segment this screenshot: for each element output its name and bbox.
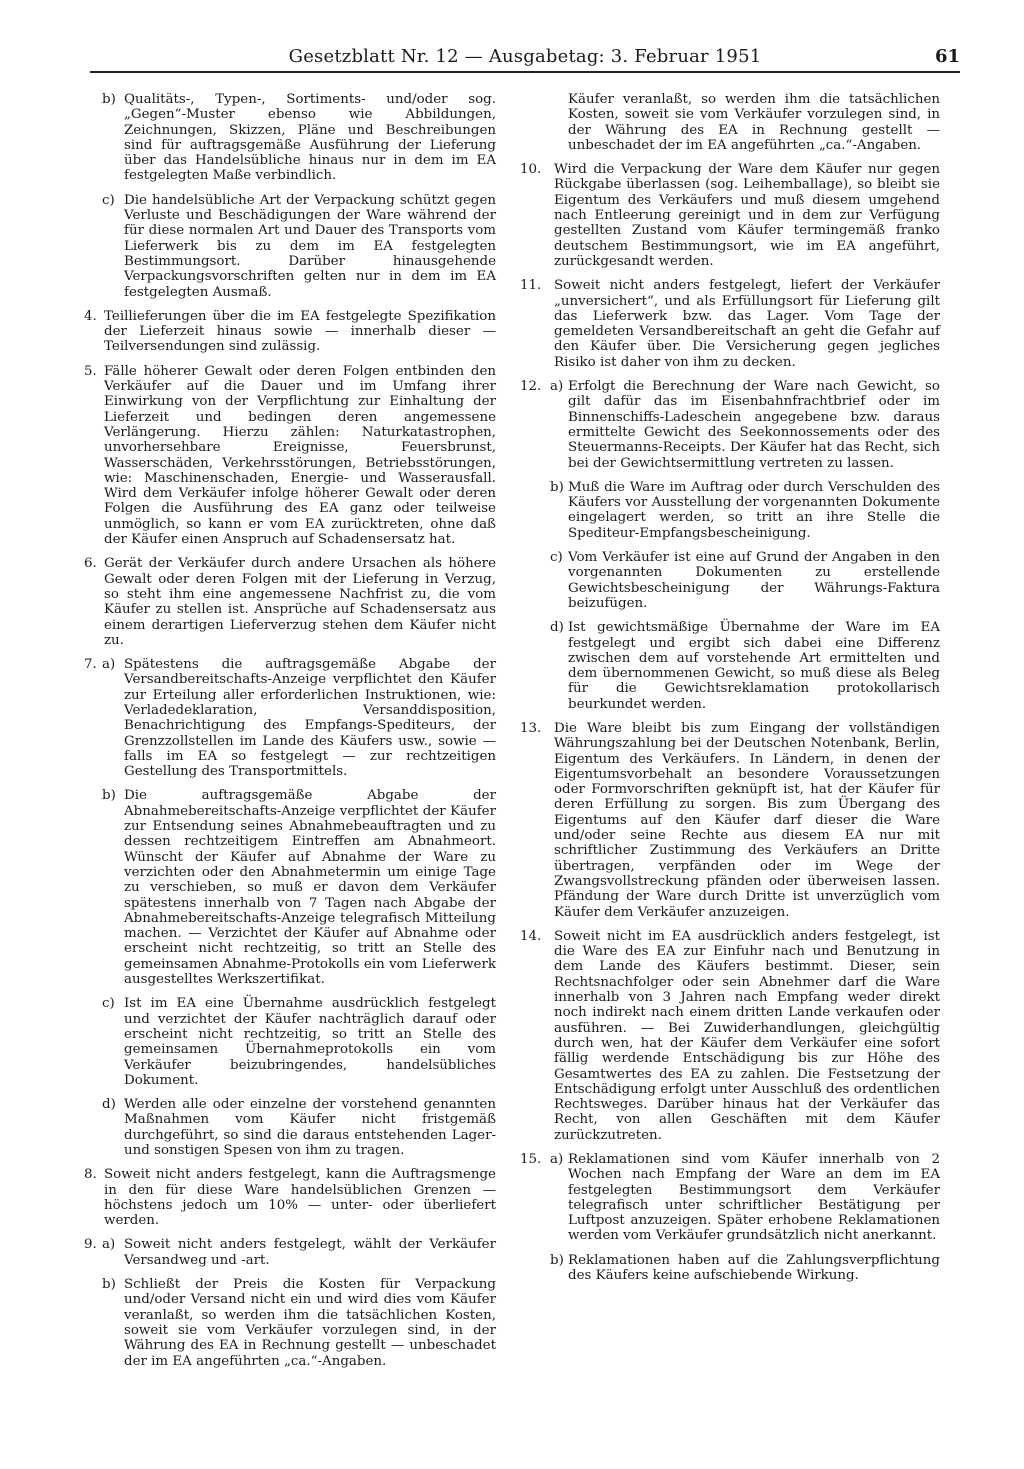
section-7c [84,996,496,1088]
item-text: Ist im EA eine Übernahme ausdrücklich festgelegt und verzichtet der Käufer nachträglich darauf oder erscheint nicht rechtzeitig, so tritt an Stelle des gemeinsamen Übernahmeprotokolls ein vom Verkäufer beizubringendes, handelsübliches Dokument. [124,996,496,1088]
page-number: 61 [934,46,960,67]
item-text: Vom Verkäufer ist eine auf Grund der Angaben in den vorgenannten Dokumenten zu erstellende Gewichtsbescheinigung der Währungs-Faktura beizufügen. [568,550,940,611]
item-text: Muß die Ware im Auftrag oder durch Verschulden des Käufers vor Ausstellung der vorgenannten Dokumente eingelagert werden, so tritt an ihre Stelle die Spediteur-Empfangsbescheinigung. [568,479,940,541]
section-7b [84,788,496,987]
section-15a [520,1152,940,1244]
item-label: b) [102,92,116,107]
item-label: 5. [84,363,97,379]
item-label: c) [102,192,115,208]
item-label: 7. [84,657,97,673]
subitem-label: d) [550,620,564,636]
item-label: 4. [84,308,97,324]
section-6 [84,556,496,648]
item-text: Qualitäts-, Typen-, Sortiments- und/oder sog. „Gegen“-Muster ebenso wie Abbildungen, Zeichnungen, Skizzen, Pläne und Beschreibungen sind für auftragsgemäße Ausführung der Lieferung über das Handelsübliche hinaus nur in dem im EA festgelegten Maße verbindlich. [124,92,496,184]
subitem-label: b) [550,1252,564,1268]
header-rule [90,71,960,73]
item-text: Soweit nicht anders festgelegt, kann die Auftragsmenge in den für diese Ware handelsüblichen Grenzen — höchstens jedoch um 10% — unter- oder überliefert werden. [104,1167,496,1229]
section-14 [520,929,940,1143]
item-text: Soweit nicht anders festgelegt, wählt der Verkäufer Versandweg und -art. [124,1237,496,1268]
right-column [520,92,940,1292]
header-title: Gesetzblatt Nr. 12 — Ausgabetag: 3. Februar 1951 [288,46,762,67]
item-text: Spätestens die auftragsgemäße Abgabe der Versandbereitschafts-Anzeige verpflichtet den Käufer zur Erteilung aller erforderlichen Instruktionen, wie: Verladedeklaration, Versanddisposition, Benachrichtigung des Empfangs-Spediteurs, der Grenzzollstellen im Lande des Käufers usw., sowie — falls im EA so festgelegt — zur rechtzeitigen Gestellung des Transportmittels. [124,657,496,780]
item-label: 10. [520,162,542,178]
subitem-label: b) [102,788,116,804]
section-9b [84,1277,496,1369]
item-text: Käufer veranlaßt, so werden ihm die tatsächlichen Kosten, soweit sie vom Verkäufer vorzulegen sind, in der Währung des EA in Rechnung gestellt — unbeschadet der im EA angeführten „ca.“-Angaben. [568,92,940,153]
section-12a [520,379,940,471]
item-label: 15. [520,1152,542,1167]
item-text: Soweit nicht im EA ausdrücklich anders festgelegt, ist die Ware des EA zur Einfuhr nach und Benutzung in dem Lande des Käufers bestimmt. Dieser, sein Rechtsnachfolger oder sein Abnehmer darf die Ware innerhalb von 3 Jahren nach Empfang weder direkt noch indirekt nach einem dritten Lande verkaufen oder ausführen. — Bei Zuwiderhandlungen, gleichgültig durch wen, hat der Käufer dem Verkäufer eine sofort fällig werdende Entschädigung bis zur Höhe des Gesamtwertes des EA zu zahlen. Die Festsetzung der Entschädigung erfolgt unter Ausschluß des ordentlichen Rechtsweges. Darüber hinaus hat der Verkäufer das Recht, von allen Geschäften mit dem Käufer zurückzutreten. [554,928,940,1143]
section-3c [84,193,496,300]
section-12b [520,480,940,541]
item-label: 9. [84,1237,97,1253]
item-text: Teillieferungen über die im EA festgelegte Spezifikation der Lieferzeit hinaus sowie — innerhalb dieser — Teilversendungen sind zulässig. [104,308,496,355]
subitem-label: a) [102,657,116,673]
section-4 [84,309,496,355]
item-text: Fälle höherer Gewalt oder deren Folgen entbinden den Verkäufer auf die Dauer und im Umfang ihrer Einwirkung von der Verpflichtung zur Einhaltung der Lieferzeit und bedingen deren angemessene Verlängerung. Hierzu zählen: Naturkatastrophen, unvorhersehbare Ereignisse, Feuersbrunst, Wasserschäden, Verkehrsstörungen, Betriebsstörungen, wie: Maschinenschaden, Energie- und Wasserausfall. Wird dem Verkäufer infolge höherer Gewalt oder deren Folgen die Ausführung des EA ganz oder teilweise unmöglich, so kann er vom EA zurücktreten, ohne daß der Käufer einen Anspruch auf Schadensersatz hat. [104,363,496,548]
item-label: 13. [520,720,542,736]
item-text: Die auftragsgemäße Abgabe der Abnahmebereitschafts-Anzeige verpflichtet der Käufer zur Entsendung seines Abnahmebeauftragten und zu dessen rechtzeitigem Eintreffen am Abnahmeort. Wünscht der Käufer auf Abnahme der Ware zu verzichten oder den Abnahmetermin um einige Tage zu verschieben, so muß er davon dem Verkäufer spätestens innerhalb von 7 Tagen nach Abgabe der Abnahmebereitschafts-Anzeige telegrafisch Mitteilung machen. — Verzichtet der Käufer auf Abnahme oder erscheint nicht rechtzeitig, so tritt an Stelle des gemeinsamen Abnahme-Protokolls ein vom Lieferwerk ausgestelltes Werkszertifikat. [124,788,496,988]
left-column [84,92,496,1378]
item-text: Ist gewichtsmäßige Übernahme der Ware im EA festgelegt und ergibt sich dabei eine Differenz zwischen dem auf vorstehende Art ermittelten und dem übernommenen Gewicht, so muß diese als Beleg für die Gewichtsreklamation protokollarisch beurkundet werden. [568,620,940,712]
item-text: Wird die Verpackung der Ware dem Käufer nur gegen Rückgabe überlassen (sog. Leihemballage), so bleibt sie Eigentum des Verkäufers und muß diesem umgehend nach Entleerung gereinigt und in dem zur Verfügung gestellten Zustand vom Käufer termingemäß franko deutschem Bestimmungsort, wie im EA angeführt, zurückgesandt werden. [554,162,940,269]
section-12d [520,620,940,712]
item-label: 11. [520,278,542,294]
item-text: Reklamationen haben auf die Zahlungsverpflichtung des Käufers keine aufschiebende Wirkung. [568,1252,940,1284]
subitem-label: d) [102,1097,116,1113]
section-8 [84,1167,496,1228]
subitem-label: a) [550,1152,564,1167]
item-label: 14. [520,928,542,944]
item-text: Die handelsübliche Art der Verpackung schützt gegen Verluste und Beschädigungen der Ware während der für diese normalen Art und Dauer des Transports vom Lieferwerk bis zu dem im EA festgelegten Bestimmungsort. Darüber hinausgehende Verpackungsvorschriften gelten nur in dem im EA festgelegten Ausmaß. [124,192,496,300]
section-9a [84,1237,496,1268]
item-text: Gerät der Verkäufer durch andere Ursachen als höhere Gewalt oder deren Folgen mit der Lieferung in Verzug, so steht ihm eine angemessene Nachfrist zu, die vom Käufer zu stellen ist. Ansprüche auf Schadensersatz aus einem derartigen Lieferverzug stehen dem Käufer nicht zu. [104,556,496,648]
item-text: Schließt der Preis die Kosten für Verpackung und/oder Versand nicht ein und wird dies vom Käufer veranlaßt, so werden ihm die tatsächlichen Kosten, soweit sie vom Verkäufer vorzulegen sind, in der Währung des EA in Rechnung gestellt — unbeschadet der im EA angeführten „ca.“-Angaben. [124,1277,496,1369]
section-15b [520,1253,940,1284]
section-11 [520,278,940,370]
item-label: 12. [520,379,542,395]
item-label: 8. [84,1167,97,1183]
section-13 [520,721,940,920]
subitem-label: b) [550,479,564,495]
page-header [90,46,960,72]
subitem-label: a) [550,379,564,395]
section-9b-continued [520,92,940,153]
subitem-label: c) [102,996,115,1012]
section-12c [520,550,940,611]
section-5 [84,364,496,548]
section-7a [84,657,496,779]
item-label: 6. [84,556,97,572]
item-text: Werden alle oder einzelne der vorstehend genannten Maßnahmen vom Käufer nicht fristgemäß durchgeführt, so sind die daraus entstehenden Lager- und sonstigen Spesen von ihm zu tragen. [124,1097,496,1158]
item-text: Erfolgt die Berechnung der Ware nach Gewicht, so gilt dafür das im Eisenbahnfrachtbrief oder im Binnenschiffs-Ladeschein angegebene bzw. daraus ermittelte Gewicht des Seekonnossements oder des Steuermanns-Receipts. Der Käufer hat das Recht, sich bei der Gewichtsermittlung vertreten zu lassen. [568,379,940,471]
item-text: Soweit nicht anders festgelegt, liefert der Verkäufer „unversichert“, und als Erfüllungsort für Lieferung gilt das Lieferwerk bzw. das Lager. Vom Tage der gemeldeten Versandbereitschaft an geht die Gefahr auf den Käufer über. Die Versicherung gegen jegliches Risiko ist daher von ihm zu decken. [554,278,940,370]
section-10 [520,162,940,269]
subitem-label: b) [102,1277,116,1293]
item-text: Reklamationen sind vom Käufer innerhalb von 2 Wochen nach Empfang der Ware an dem im EA festgelegten Bestimmungsort dem Verkäufer telegrafisch unter schriftlicher Bestätigung per Luftpost anzuzeigen. Später erhobene Reklamationen werden vom Verkäufer grundsätzlich nicht anerkannt. [568,1152,940,1244]
subitem-label: a) [102,1237,116,1253]
section-3b [84,92,496,184]
item-text: Die Ware bleibt bis zum Eingang der vollständigen Währungszahlung bei der Deutschen Notenbank, Berlin, Eigentum des Verkäufers. In Ländern, in denen der Eigentumsvorbehalt an besondere Voraussetzungen oder Formvorschriften geknüpft ist, hat der Käufer für deren Erfüllung zu sorgen. Bis zum Übergang des Eigentums auf den Käufer darf dieser die Ware und/oder seine Rechte aus diesem EA nur mit schriftlicher Zustimmung des Verkäufers an Dritte übertragen, verpfänden oder im Wege der Zwangsvollstreckung pfänden oder überweisen lassen. Pfändung der Ware durch Dritte ist unverzüglich vom Käufer dem Verkäufer anzuzeigen. [554,720,940,920]
section-7d [84,1097,496,1158]
subitem-label: c) [550,550,563,566]
